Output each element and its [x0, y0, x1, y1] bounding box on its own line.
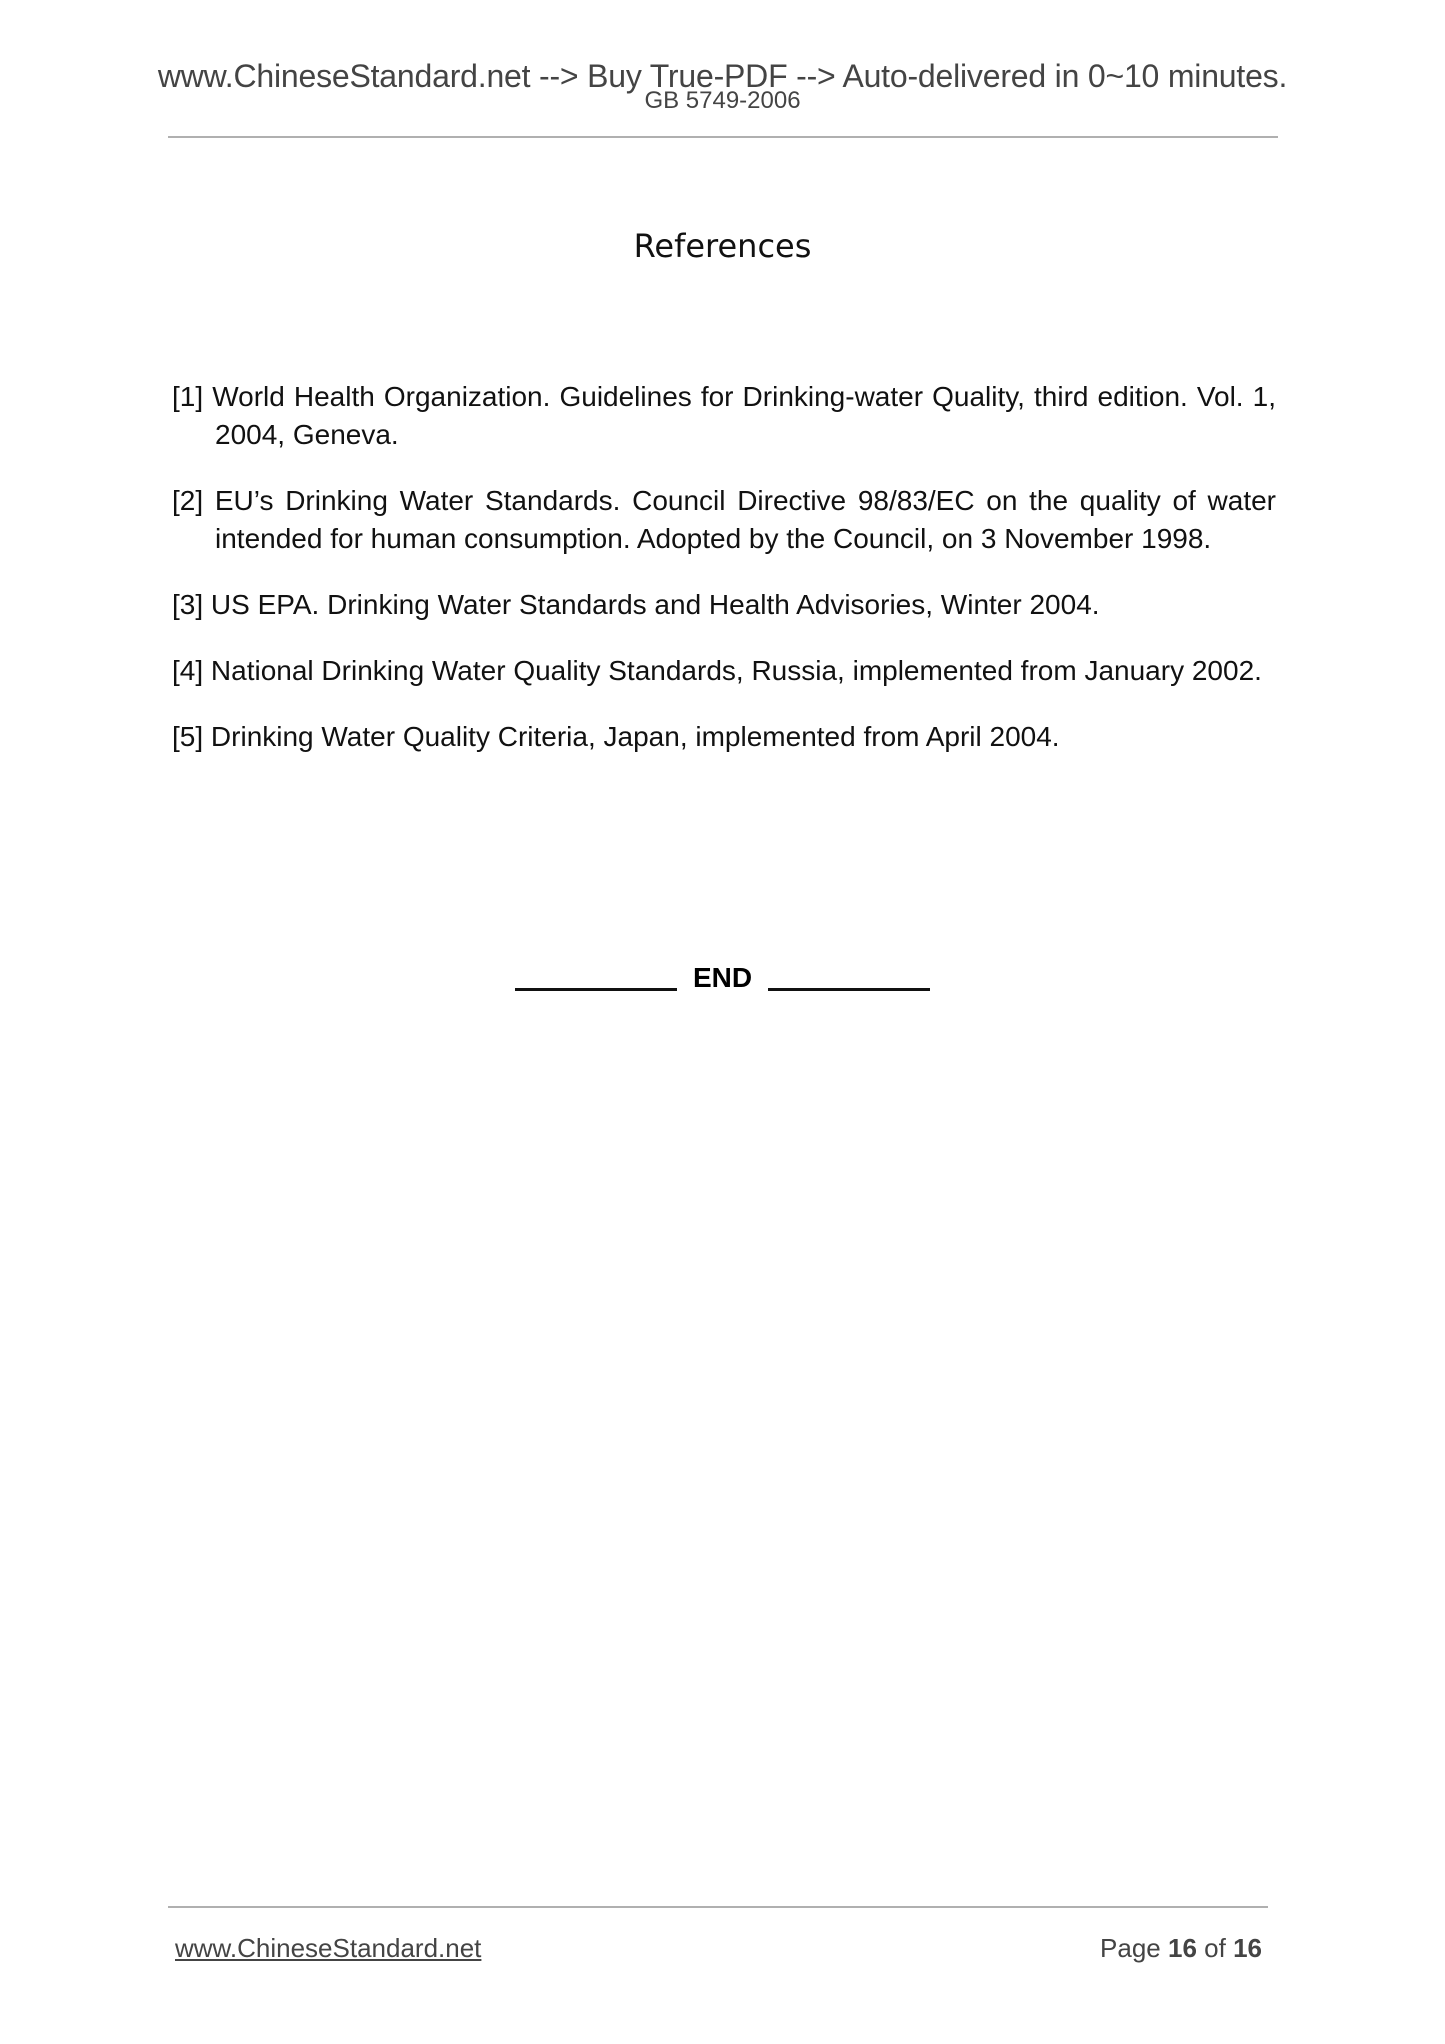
reference-label: [5] — [172, 721, 204, 752]
footer-divider — [168, 1906, 1268, 1908]
reference-item — [172, 482, 1276, 558]
reference-list — [172, 378, 1276, 784]
page-number — [1100, 1932, 1262, 1964]
end-rule-right — [768, 988, 930, 991]
page-total: 16 — [1233, 1933, 1262, 1963]
header-banner: www.ChineseStandard.net --> Buy True-PDF --> Auto-delivered in 0~10 minutes. — [157, 58, 1288, 94]
reference-label: [4] — [172, 655, 204, 686]
end-marker — [0, 960, 1445, 996]
header-divider — [168, 136, 1278, 138]
reference-label: [1] — [172, 381, 204, 412]
reference-text: National Drinking Water Quality Standards, Russia, implemented from January 2002. — [210, 655, 1262, 686]
page-current: 16 — [1168, 1933, 1197, 1963]
reference-text: World Health Organization. Guidelines for Drinking-water Quality, third edition. Vol. 1, 2004, Geneva. — [212, 381, 1276, 450]
page-prefix: Page — [1100, 1933, 1161, 1963]
end-label: END — [692, 962, 753, 993]
reference-text: US EPA. Drinking Water Standards and Health Advisories, Winter 2004. — [210, 589, 1100, 620]
reference-text: Drinking Water Quality Criteria, Japan, implemented from April 2004. — [210, 721, 1060, 752]
reference-item — [172, 652, 1276, 690]
reference-label: [2] — [172, 485, 204, 516]
reference-label: [3] — [172, 589, 204, 620]
document-code: GB 5749-2006 — [644, 87, 801, 114]
reference-text: EU’s Drinking Water Standards. Council Directive 98/83/EC on the quality of water intended for human consumption. Adopted by the Council, on 3 November 1998. — [214, 485, 1276, 554]
footer-website-link[interactable]: www.ChineseStandard.net — [175, 1933, 482, 1963]
reference-item — [172, 718, 1276, 756]
page-of: of — [1204, 1933, 1226, 1963]
reference-item — [172, 378, 1276, 454]
page-title: References — [633, 227, 812, 265]
end-rule-left — [515, 988, 677, 991]
reference-item — [172, 586, 1276, 624]
